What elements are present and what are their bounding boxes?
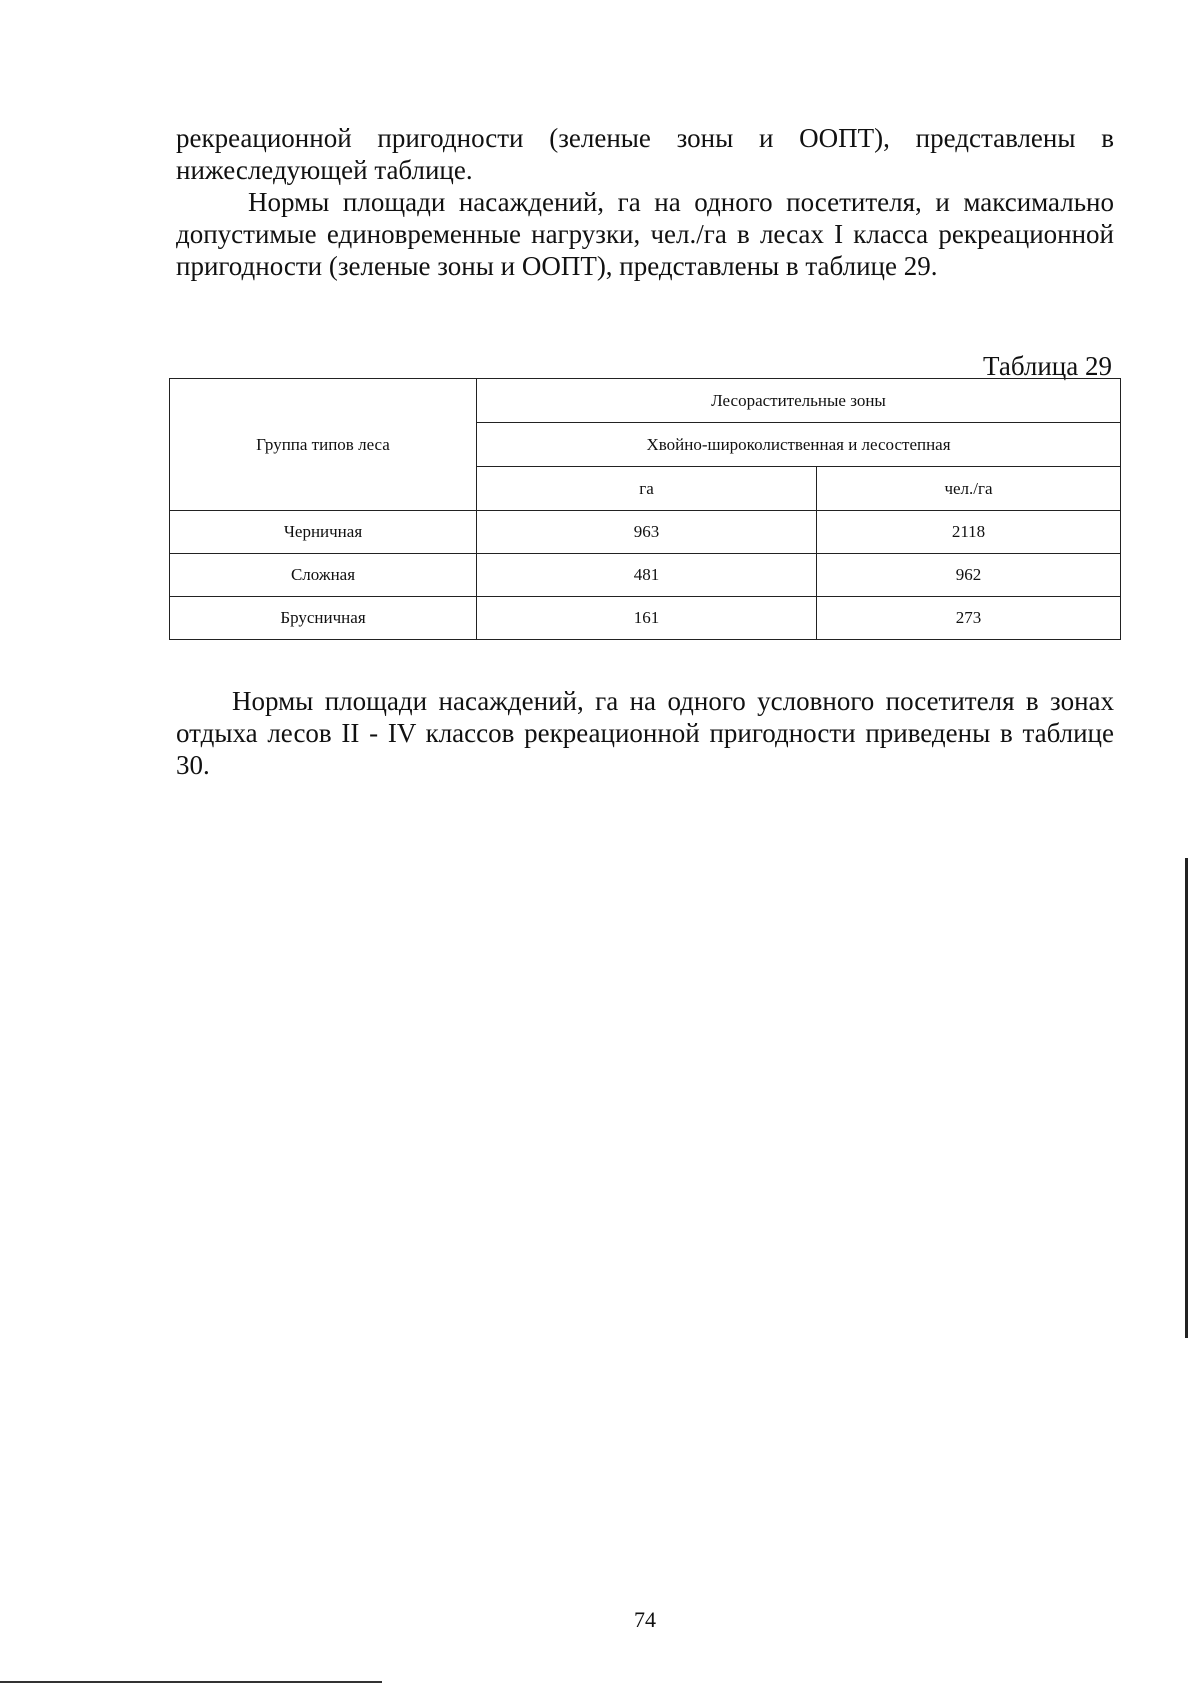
cell-people: 2118: [817, 511, 1121, 554]
table-caption: Таблица 29: [983, 351, 1112, 381]
table-row: [170, 554, 1121, 597]
page-number: 74: [634, 1607, 656, 1632]
norms-table: [169, 378, 1121, 640]
scan-edge-line: [1185, 858, 1188, 1338]
cell-group: Сложная: [170, 554, 477, 597]
header-group-column: Группа типов леса: [170, 379, 477, 511]
cell-ha: 481: [477, 554, 817, 597]
cell-ha: 161: [477, 597, 817, 640]
table-header-row: [170, 379, 1121, 423]
cell-people: 273: [817, 597, 1121, 640]
closing-text: [176, 685, 1114, 781]
cell-ha: 963: [477, 511, 817, 554]
intro-text: [176, 122, 1114, 282]
table-row: [170, 511, 1121, 554]
table-row: [170, 597, 1121, 640]
header-zone-name: Хвойно-широколиственная и лесостепная: [477, 423, 1121, 467]
paragraph-table30-ref: Нормы площади насаждений, га на одного условного посетителя в зонах отдыха лесов II - IV классов рекреационной пригодности приведены в таблице 30.: [176, 686, 1114, 780]
paragraph-continuation: рекреационной пригодности (зеленые зоны и ООПТ), представлены в нижеследующей таблице.: [176, 123, 1114, 185]
header-unit-people: чел./га: [817, 467, 1121, 511]
header-unit-ha: га: [477, 467, 817, 511]
header-zones: Лесорастительные зоны: [477, 379, 1121, 423]
cell-group: Брусничная: [170, 597, 477, 640]
paragraph-table-intro: Нормы площади насаждений, га на одного посетителя, и максимально допустимые единовременные нагрузки, чел./га в лесах I класса рекреационной пригодности (зеленые зоны и ООПТ), представлены в таблице 29.: [176, 187, 1114, 281]
cell-group: Черничная: [170, 511, 477, 554]
cell-people: 962: [817, 554, 1121, 597]
bottom-rule: [0, 1681, 382, 1683]
